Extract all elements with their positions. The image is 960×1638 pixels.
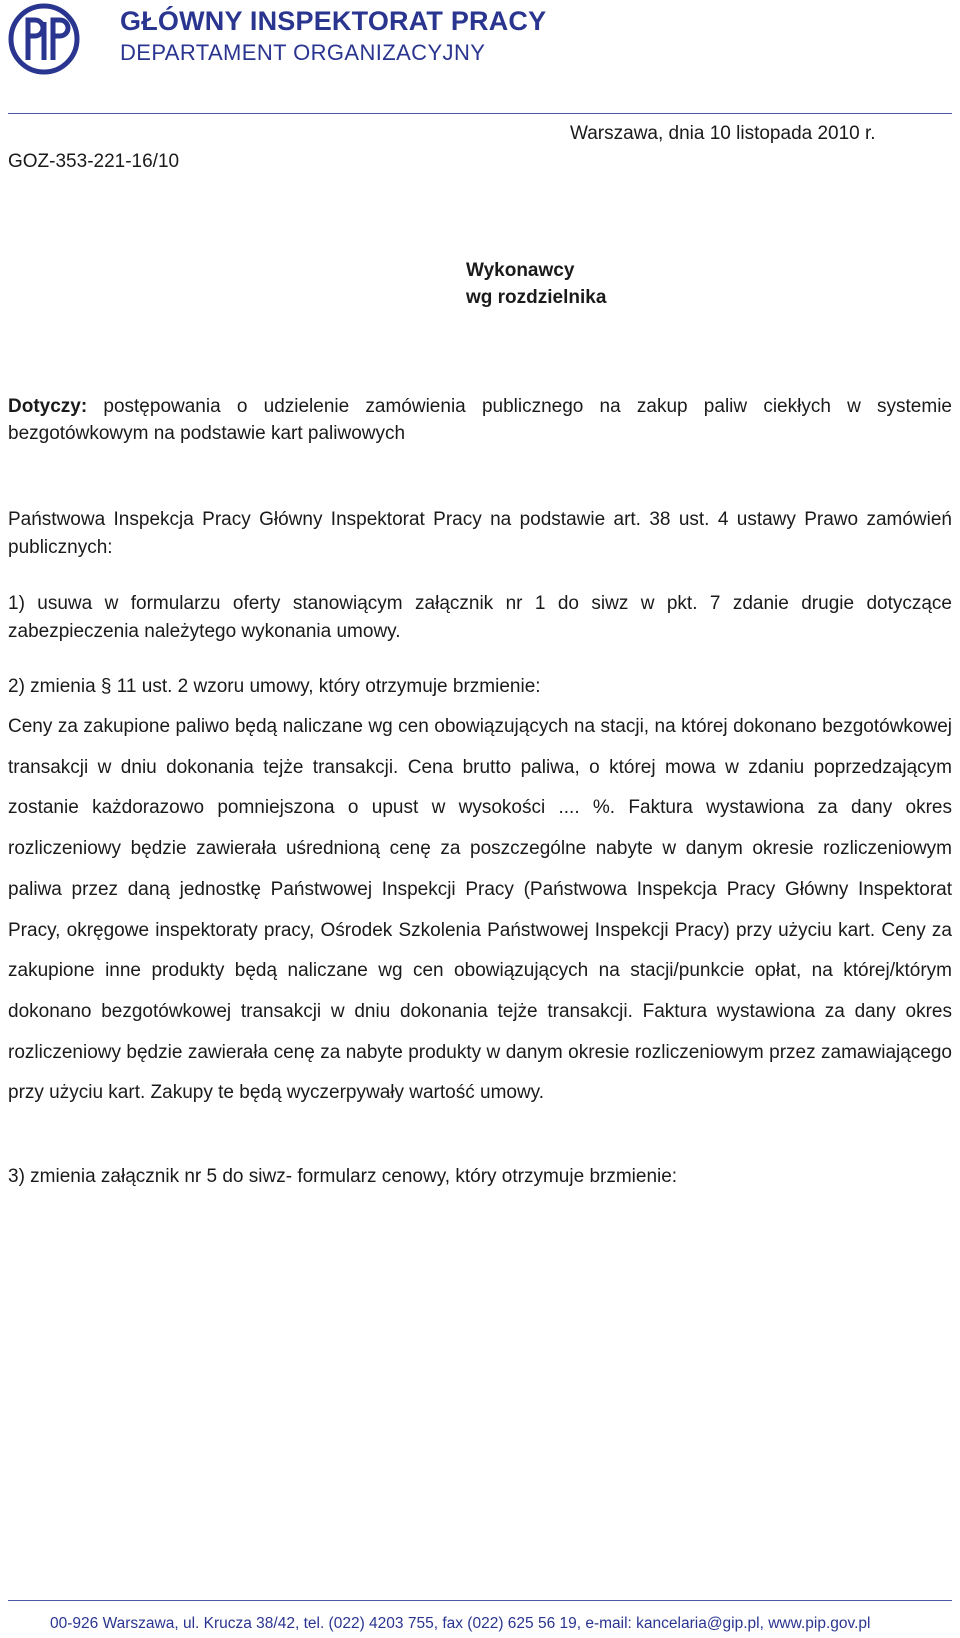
item-2: 2) zmienia § 11 ust. 2 wzoru umowy, który otrzymuje brzmienie: xyxy=(8,676,541,697)
header-title: GŁÓWNY INSPEKTORAT PRACY xyxy=(120,6,547,36)
subject-paragraph xyxy=(8,393,952,447)
item-3: 3) zmienia załącznik nr 5 do siwz- formularz cenowy, który otrzymuje brzmienie: xyxy=(8,1166,678,1187)
header-divider xyxy=(8,113,952,114)
letter-date: Warszawa, dnia 10 listopada 2010 r. xyxy=(570,123,876,144)
reference-number: GOZ-353-221-16/10 xyxy=(8,151,180,172)
item-1: 1) usuwa w formularzu oferty stanowiącym załącznik nr 1 do siwz w pkt. 7 zdanie drugie dotyczące zabezpieczenia należytego wykonania umowy. xyxy=(8,593,952,642)
intro-paragraph: Państwowa Inspekcja Pracy Główny Inspektorat Pracy na podstawie art. 38 ust. 4 ustawy Prawo zamówień publicznych: xyxy=(8,509,952,558)
pip-logo xyxy=(8,2,80,76)
contract-clause-text: Ceny za zakupione paliwo będą naliczane wg cen obowiązujących na stacji, na której dokonano bezgotówkowej transakcji w dniu dokonania tejże transakcji. Cena brutto paliwa, o której mowa w zdaniu poprzedzającym zostanie każdorazowo pomniejszona o upust w wysokości .... %. Faktura wystawiona za dany okres rozliczeniowy będzie zawierała uśrednioną cenę za poszczególne nabyte w danym okresie rozliczeniowym paliwa przez daną jednostkę Państwowej Inspekcji Pracy (Państwowa Inspekcja Pracy Główny Inspektorat Pracy, okręgowe inspektoraty pracy, Ośrodek Szkolenia Państwowej Inspekcji Pracy) przy użyciu kart. Ceny za zakupione inne produkty będą naliczane wg cen obowiązujących na stacji/punkcie opłat, na której/którym dokonano bezgotówkowej transakcji w dniu dokonania tejże transakcji. Faktura wystawiona za dany okres rozliczeniowy będzie zawierała cenę za nabyte produkty w danym okresie rozliczeniowym przez zamawiającego przy użyciu kart. Zakupy te będą wyczerpywały wartość umowy. xyxy=(8,716,952,1104)
subject-text: postępowania o udzielenie zamówienia publicznego na zakup paliw ciekłych w systemie bezgotówkowym na podstawie kart paliwowych xyxy=(8,396,952,444)
footer-contact: 00-926 Warszawa, ul. Krucza 38/42, tel. (022) 4203 755, fax (022) 625 56 19, e-mail: kancelaria@gip.pl, www.pip.gov.pl xyxy=(50,1615,871,1632)
footer-divider xyxy=(8,1600,952,1601)
recipient-line-1: Wykonawcy xyxy=(466,260,575,281)
header-subtitle: DEPARTAMENT ORGANIZACYJNY xyxy=(120,40,486,65)
subject-label: Dotyczy: xyxy=(8,396,88,417)
recipient-line-2: wg rozdzielnika xyxy=(466,287,607,308)
